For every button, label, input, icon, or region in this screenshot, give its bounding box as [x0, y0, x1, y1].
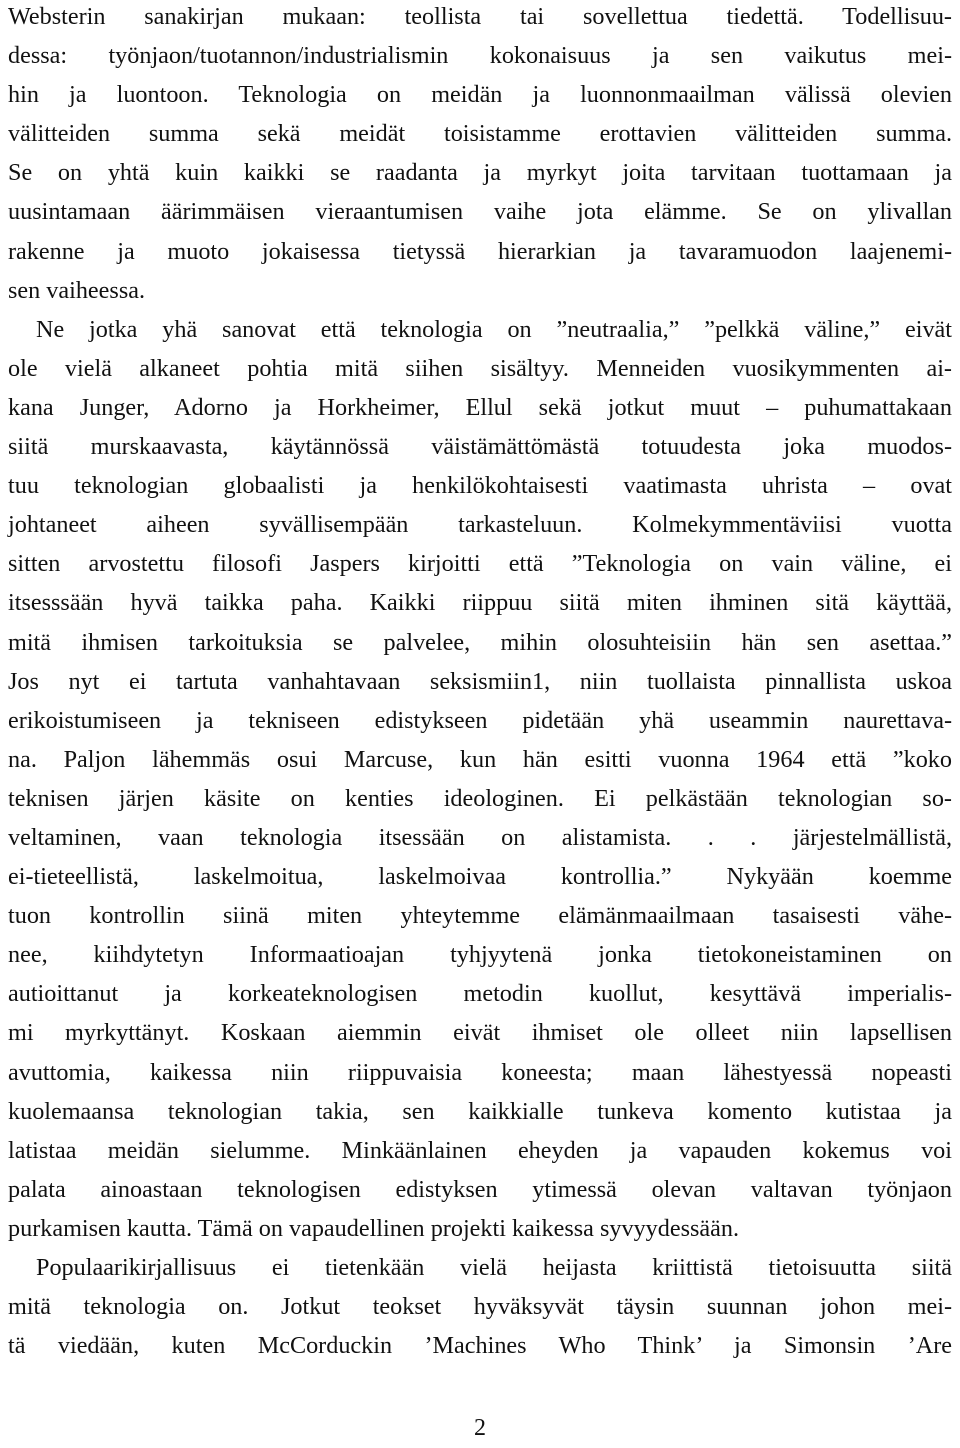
text-line: Jos nyt ei tartuta vanhahtavaan seksismiin1, niin tuollaista pinnallista uskoa: [8, 667, 952, 695]
paragraph: [8, 315, 952, 1253]
text-line: siitä murskaavasta, käytännössä väistämättömästä totuudesta joka muodos-: [8, 433, 952, 461]
text-line: nee, kiihdytetyn Informaatioajan tyhjyytenä jonka tietokoneistaminen on: [8, 941, 952, 969]
text-line: itsesssään hyvä taikka paha. Kaikki riippuu siitä miten ihminen sitä käyttää,: [8, 589, 952, 617]
body-text: [8, 2, 952, 1370]
text-line: na. Paljon lähemmäs osui Marcuse, kun hän esitti vuonna 1964 että ”koko: [8, 745, 952, 773]
text-line: mitä ihmisen tarkoituksia se palvelee, mihin olosuhteisiin hän sen asettaa.”: [8, 628, 952, 656]
text-line: ole vielä alkaneet pohtia mitä siihen sisältyy. Menneiden vuosikymmenten ai-: [8, 354, 952, 382]
text-line: hin ja luontoon. Teknologia on meidän ja luonnonmaailman välissä olevien: [8, 81, 952, 109]
text-line: palata ainoastaan teknologisen edistyksen ytimessä olevan valtavan työnjaon: [8, 1175, 952, 1203]
text-line: välitteiden summa sekä meidät toisistamme erottavien välitteiden summa.: [8, 120, 952, 148]
text-line: mitä teknologia on. Jotkut teokset hyväksyvät täysin suunnan johon mei-: [8, 1293, 952, 1321]
text-line: tuon kontrollin siinä miten yhteytemme elämänmaailmaan tasaisesti vähe-: [8, 902, 952, 930]
text-line: uusintamaan äärimmäisen vieraantumisen vaihe jota elämme. Se on ylivallan: [8, 198, 952, 226]
text-line: Populaarikirjallisuus ei tietenkään vielä heijasta kriittistä tietoisuutta siitä: [36, 1254, 952, 1281]
text-line: mi myrkyttänyt. Koskaan aiemmin eivät ihmiset ole olleet niin lapsellisen: [8, 1019, 952, 1047]
text-line: sitten arvostettu filosofi Jaspers kirjoitti että ”Teknologia on vain väline, ei: [8, 550, 952, 578]
text-line: avuttomia, kaikessa niin riippuvaisia koneesta; maan lähestyessä nopeasti: [8, 1058, 952, 1086]
text-line: tuu teknologian globaalisti ja henkilökohtaisesti vaatimasta uhrista – ovat: [8, 472, 952, 500]
text-line: autioittanut ja korkeateknologisen metodin kuollut, kesyttävä imperialis-: [8, 980, 952, 1008]
text-line: teknisen järjen käsite on kenties ideologinen. Ei pelkästään teknologian so-: [8, 784, 952, 812]
page-number: 2: [474, 1415, 486, 1441]
text-line: sen vaiheessa.: [8, 276, 146, 304]
text-line: Se on yhtä kuin kaikki se raadanta ja myrkyt joita tarvitaan tuottamaan ja: [8, 159, 952, 187]
text-line: johtaneet aiheen syvällisempään tarkasteluun. Kolmekymmentäviisi vuotta: [8, 511, 952, 539]
text-line: Websterin sanakirjan mukaan: teollista tai sovellettua tiedettä. Todellisuu-: [8, 3, 952, 30]
text-line: dessa: työnjaon/tuotannon/industrialismin kokonaisuus ja sen vaikutus mei-: [8, 42, 952, 70]
text-line: kana Junger, Adorno ja Horkheimer, Ellul sekä jotkut muut – puhumattakaan: [8, 393, 952, 421]
paragraph: [8, 2, 952, 315]
text-line: kuolemaansa teknologian takia, sen kaikkialle tunkeva komento kutistaa ja: [8, 1097, 952, 1125]
text-line: veltaminen, vaan teknologia itsessään on alistamista. . . järjestelmällistä,: [8, 823, 952, 851]
text-line: rakenne ja muoto jokaisessa tietyssä hierarkian ja tavaramuodon laajenemi-: [8, 237, 952, 265]
text-line: purkamisen kautta. Tämä on vapaudellinen projekti kaikessa syvyydessään.: [8, 1214, 740, 1242]
paragraph: [8, 1253, 952, 1370]
text-line: erikoistumiseen ja tekniseen edistykseen pidetään yhä useammin naurettava-: [8, 706, 952, 734]
text-line: tä viedään, kuten McCorduckin ’Machines Who Think’ ja Simonsin ’Are: [8, 1332, 952, 1360]
text-line: Ne jotka yhä sanovat että teknologia on ”neutraalia,” ”pelkkä väline,” eivät: [36, 315, 952, 343]
text-line: ei-tieteellistä, laskelmoitua, laskelmoivaa kontrollia.” Nykyään koemme: [8, 863, 952, 891]
text-line: latistaa meidän sielumme. Minkäänlainen eheyden ja vapauden kokemus voi: [8, 1136, 952, 1164]
